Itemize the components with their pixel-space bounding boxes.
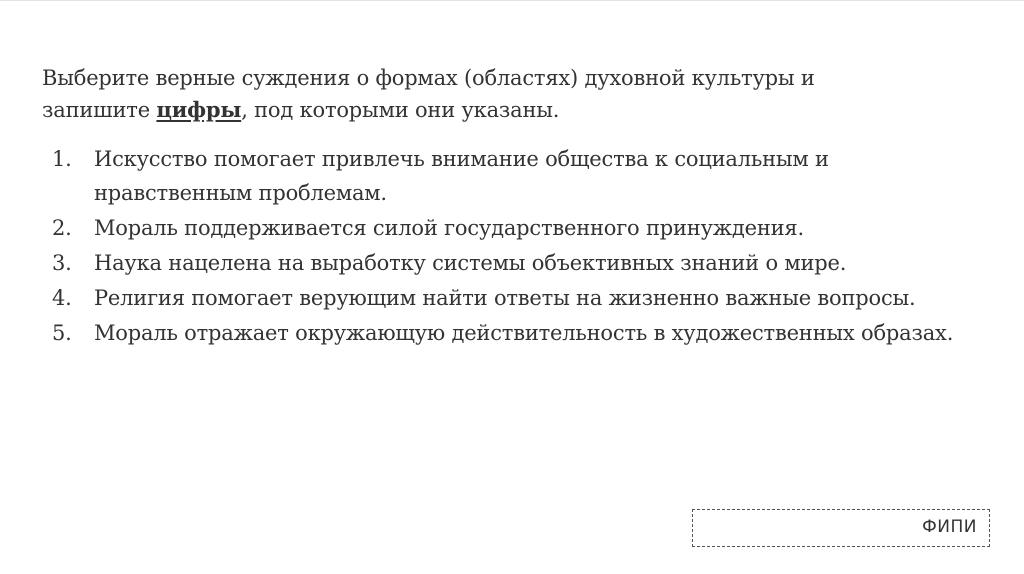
question-keyword: цифры [156, 97, 242, 122]
source-label: ФИПИ [922, 517, 977, 537]
question-line-1: Выберите верные суждения о формах (областях) духовной культуры и [42, 66, 815, 90]
source-badge [692, 509, 990, 547]
answer-options-list [42, 142, 982, 351]
option-text: Наука нацелена на выработку системы объективных знаний о мире. [94, 251, 847, 275]
option-text: Мораль поддерживается силой государственного принуждения. [94, 216, 804, 240]
option-number: 2. [52, 216, 72, 240]
option-item-5 [42, 316, 982, 350]
option-item-3 [42, 246, 982, 280]
option-number: 1. [52, 147, 72, 171]
option-item-1 [42, 142, 982, 210]
option-number: 5. [52, 321, 72, 345]
option-text: Искусство помогает привлечь внимание общества к социальным и нравственным проблемам. [94, 147, 829, 205]
question-text [42, 62, 982, 126]
option-item-4 [42, 281, 982, 315]
question-line-2-prefix: запишите [42, 98, 157, 122]
option-text: Религия помогает верующим найти ответы на жизненно важные вопросы. [94, 286, 916, 310]
option-number: 4. [52, 286, 72, 310]
option-number: 3. [52, 251, 72, 275]
option-text: Мораль отражает окружающую действительность в художественных образах. [94, 321, 954, 345]
option-item-2 [42, 211, 982, 245]
question-line-2-suffix: , под которыми они указаны. [241, 98, 560, 122]
